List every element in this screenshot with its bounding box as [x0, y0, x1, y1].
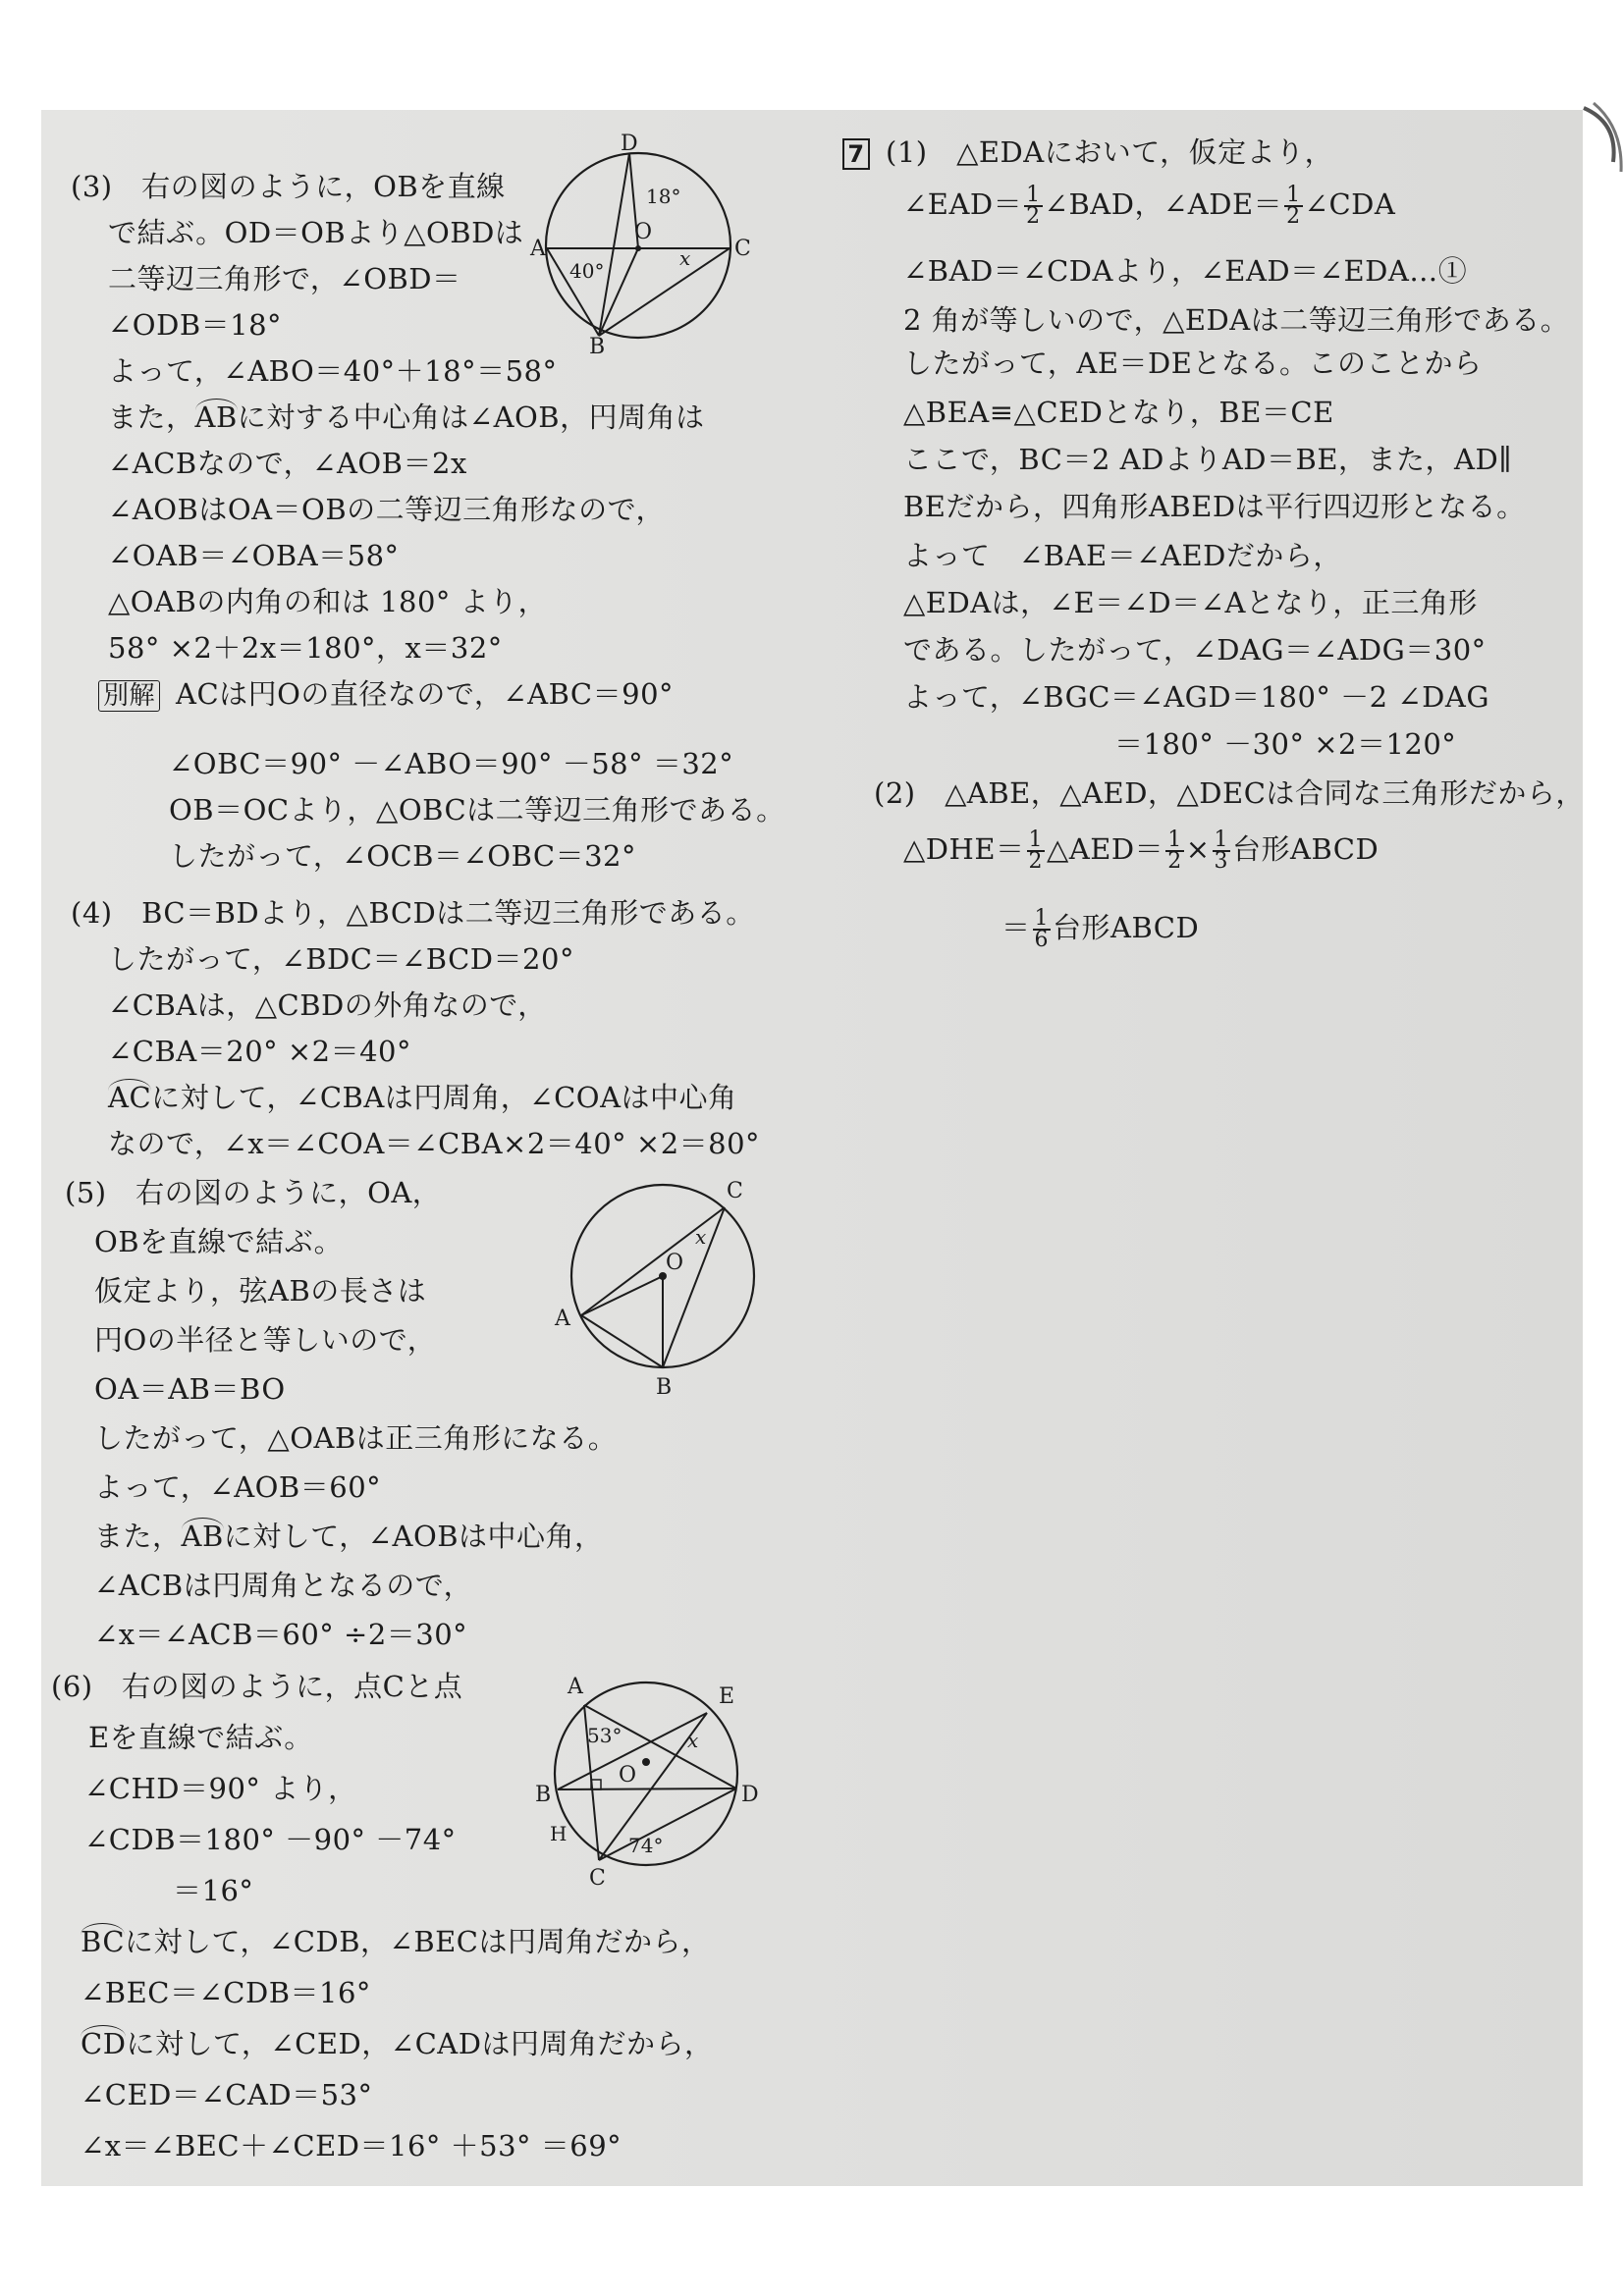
fraction: $\frac{1}{2}$ [1026, 183, 1041, 229]
text-line: OA＝AB＝BO [94, 1372, 286, 1406]
text-line: 2 角が等しいので，△EDAは二等辺三角形である。 [903, 303, 1570, 337]
text-line: ∠OBC＝90° －∠ABO＝90° －58° ＝32° [169, 747, 734, 780]
text-line: したがって，AE＝DEとなる。このことから [903, 347, 1483, 380]
text-line: BEだから，四角形ABEDは平行四辺形となる。 [903, 490, 1526, 523]
text-line: なので，∠x＝∠COA＝∠CBA×2＝40° ×2＝80° [108, 1127, 761, 1160]
arc-symbol: AB [194, 400, 238, 434]
text-line: CDに対して，∠CED，∠CADは円周角だから， [81, 2027, 714, 2060]
text-line: したがって，∠OCB＝∠OBC＝32° [169, 839, 637, 873]
text-line: △OABの内角の和は 180° より， [108, 585, 548, 618]
diagram-label: x [695, 1225, 707, 1249]
text-line: OB＝OCより，△OBCは二等辺三角形である。 [169, 793, 785, 827]
circle-diagram-6 [520, 1664, 766, 1890]
text-line: 円Oの半径と等しいので， [94, 1323, 437, 1357]
diagram-label: A [568, 1675, 583, 1699]
text-line: である。したがって，∠DAG＝∠ADG＝30° [903, 633, 1487, 667]
text-line: また，ABに対して，∠AOBは中心角， [94, 1520, 604, 1553]
diagram-label: 40° [569, 259, 605, 283]
diagram-label: 18° [646, 185, 681, 208]
text-line: よって，∠AOB＝60° [94, 1470, 382, 1504]
text-line: ∠ACBは円周角となるので， [94, 1569, 473, 1602]
text-line: ∠x＝∠ACB＝60° ÷2＝30° [94, 1618, 468, 1651]
arc-symbol: BC [81, 1925, 126, 1958]
fraction: $\frac{1}{2}$ [1167, 828, 1182, 874]
diagram-label: A [555, 1307, 570, 1331]
text-line: よって，∠ABO＝40°＋18°＝58° [108, 354, 558, 388]
circle-diagram-3 [530, 132, 751, 359]
binder-clip-icon [1574, 103, 1623, 182]
diagram-label: 53° [587, 1724, 622, 1747]
text-line: したがって，△OABは正三角形になる。 [94, 1421, 618, 1455]
arc-symbol: AB [181, 1520, 224, 1553]
text-line: ∠CBA＝20° ×2＝40° [108, 1035, 412, 1068]
text-line: BCに対して，∠CDB，∠BECは円周角だから， [81, 1925, 711, 1958]
text-line: △DHE＝ $\frac{1}{2}$ △AED＝ $\frac{1}{2}$ × $\frac{1}{3}$ 台形ABCD [903, 828, 1380, 874]
text-line: で結ぶ。OD＝OBより△OBDは [108, 216, 524, 249]
text-line: よって，∠BGC＝∠AGD＝180° －2 ∠DAG [903, 680, 1489, 714]
text-line: ∠CED＝∠CAD＝53° [81, 2078, 373, 2111]
diagram-label: D [741, 1783, 759, 1807]
text-line: ∠x＝∠BEC＋∠CED＝16° ＋53° ＝69° [81, 2129, 622, 2163]
text-line: ここで，BC＝2 ADよりAD＝BE，また，AD∥ [903, 443, 1513, 476]
fraction: $\frac{1}{6}$ [1034, 906, 1050, 952]
text-line: ∠AOBはOA＝OBの二等辺三角形なので， [108, 493, 666, 526]
diagram-label: B [656, 1375, 673, 1400]
text-line: よって ∠BAE＝∠AEDだから， [903, 539, 1342, 572]
diagram-label: A [530, 237, 546, 261]
alternative-solution-badge: 別解 [98, 680, 160, 712]
diagram-label: E [719, 1684, 735, 1709]
text-line: OBを直線で結ぶ。 [94, 1225, 344, 1258]
diagram-label: C [727, 1179, 743, 1203]
text-line: (6) 右の図のように，点Cと点 [51, 1670, 463, 1703]
text-line: ＝16° [173, 1874, 254, 1907]
diagram-label: 74° [628, 1834, 664, 1857]
text-line: △EDAは，∠E＝∠D＝∠Aとなり，正三角形 [903, 586, 1478, 619]
diagram-label: B [589, 335, 606, 359]
text-line: △BEA≡△CEDとなり，BE＝CE [903, 396, 1334, 429]
text-line: ＝180° －30° ×2＝120° [1114, 727, 1457, 761]
text-line: ∠BAD＝∠CDAより，∠EAD＝∠EDA…① [903, 254, 1468, 288]
text-line: ∠CHD＝90° より， [84, 1772, 357, 1805]
text-line: ∠OAB＝∠OBA＝58° [108, 539, 400, 572]
diagram-label: x [687, 1729, 699, 1752]
text-line: ＝ $\frac{1}{6}$ 台形ABCD [1001, 906, 1200, 952]
arc-symbol: CD [81, 2027, 127, 2060]
text-line: 仮定より，弦ABの長さは [94, 1274, 427, 1308]
text-line: (2) △ABE，△AED，△DECは合同な三角形だから， [874, 776, 1585, 810]
diagram-label: x [679, 246, 691, 270]
text-line: ∠CBAは，△CBDの外角なので， [108, 988, 547, 1022]
diagram-label: O [619, 1763, 637, 1788]
text-line: ∠CDB＝180° －90° －74° [84, 1823, 457, 1856]
text-line: ∠BEC＝∠CDB＝16° [81, 1976, 371, 2009]
diagram-label: O [634, 220, 653, 244]
text-line: Eを直線で結ぶ。 [88, 1721, 313, 1754]
text-line: 7 (1) △EDAにおいて，仮定より， [842, 133, 1333, 172]
text-line: 二等辺三角形で，∠OBD＝ [108, 262, 461, 295]
fraction: $\frac{1}{3}$ [1214, 828, 1228, 874]
diagram-label: C [734, 237, 751, 261]
text-line: (5) 右の図のように，OA， [65, 1176, 442, 1209]
text-line: ACに対して，∠CBAは円周角，∠COAは中心角 [108, 1081, 737, 1114]
text-line: (3) 右の図のように，OBを直線 [71, 170, 506, 203]
diagram-label: D [621, 132, 638, 156]
text-line: 58° ×2＋2x＝180°，x＝32° [108, 631, 503, 665]
arc-symbol: AC [108, 1081, 152, 1114]
fraction: $\frac{1}{2}$ [1286, 183, 1301, 229]
diagram-label: B [535, 1783, 552, 1807]
text-line: ∠EAD＝ $\frac{1}{2}$ ∠BAD，∠ADE＝ $\frac{1}{2}$ ∠CDA [903, 183, 1396, 229]
problem-number-badge: 7 [842, 138, 870, 170]
diagram-label: C [589, 1866, 606, 1891]
text-line: ∠ODB＝18° [108, 308, 283, 342]
text-line: ∠ACBなので，∠AOB＝2x [108, 447, 467, 480]
diagram-label: H [550, 1822, 568, 1845]
text-line: また，ABに対する中心角は∠AOB，円周角は [108, 400, 705, 434]
text-line: (4) BC＝BDより，△BCDは二等辺三角形である。 [71, 896, 755, 930]
circle-diagram-5 [550, 1173, 766, 1399]
diagram-label: O [666, 1251, 684, 1275]
text-line: 別解 ACは円Oの直径なので，∠ABC＝90° [98, 674, 674, 714]
text-line: したがって，∠BDC＝∠BCD＝20° [108, 942, 574, 976]
fraction: $\frac{1}{2}$ [1028, 828, 1044, 874]
